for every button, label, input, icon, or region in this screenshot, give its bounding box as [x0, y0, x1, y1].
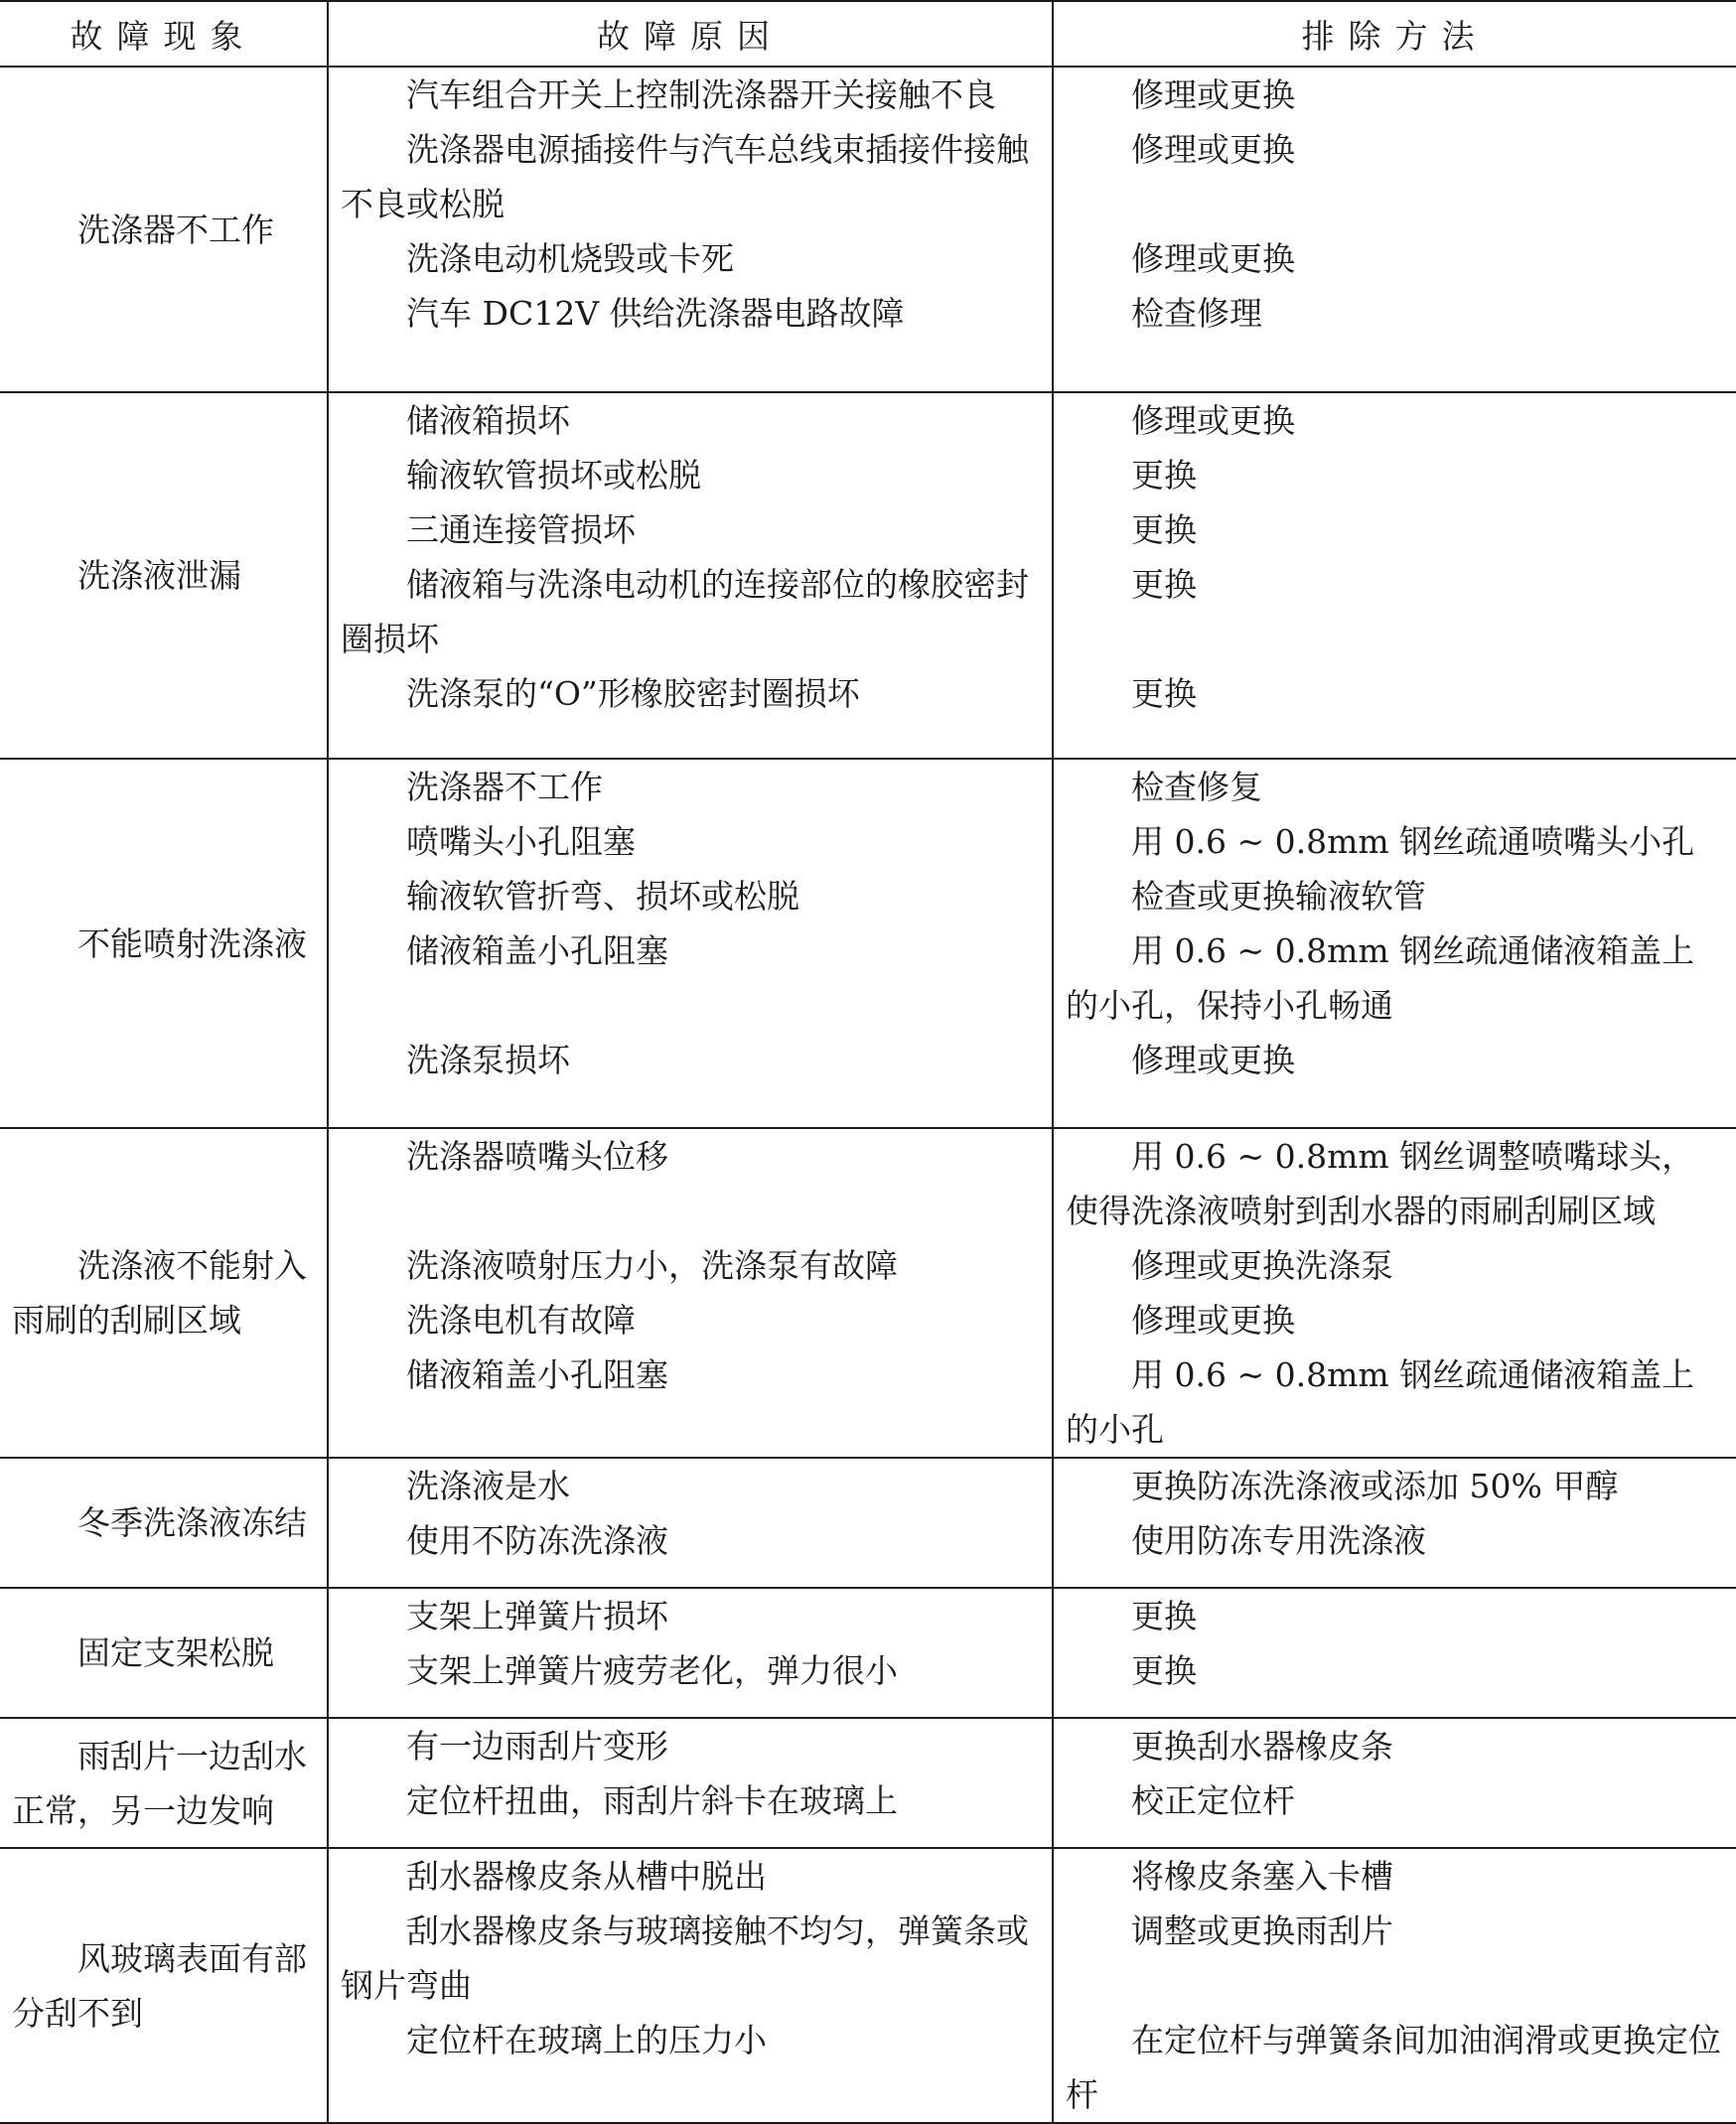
remedy-item: 检查修理 [1131, 294, 1262, 333]
remedy-item: 调整或更换雨刮片 [1131, 1912, 1393, 1950]
remedy-cell [1053, 392, 1736, 759]
cause-item: 定位杆扭曲，雨刮片斜卡在玻璃上 [406, 1781, 898, 1820]
symptom-text: 洗涤液泄漏 [77, 556, 241, 595]
remedy-cell [1053, 1128, 1736, 1458]
remedy-item [1066, 1958, 1726, 2013]
symptom-text: 洗涤器不工作 [77, 210, 274, 249]
cause-item: 汽车 DC12V 供给洗涤器电路故障 [406, 294, 905, 333]
cause-cell [328, 1848, 1053, 2123]
table-row [0, 1458, 1736, 1588]
header-remedy: 排除方法 [1053, 1, 1736, 67]
symptom-text: 固定支架松脱 [77, 1633, 274, 1672]
remedy-item: 更换 [1131, 510, 1197, 549]
table-row [0, 1588, 1736, 1718]
symptom-cell [0, 1718, 328, 1848]
cause-item: 使用不防冻洗涤液 [406, 1521, 668, 1560]
cause-cell [328, 1588, 1053, 1718]
remedy-item: 校正定位杆 [1131, 1781, 1295, 1820]
cause-cell [328, 1718, 1053, 1848]
symptom-text: 风玻璃表面有部分刮不到 [12, 1938, 307, 2033]
symptom-cell [0, 1128, 328, 1458]
symptom-text: 洗涤液不能射入雨刷的刮刷区域 [12, 1246, 307, 1340]
symptom-cell [0, 67, 328, 392]
cause-item: 有一边雨刮片变形 [406, 1727, 668, 1766]
remedy-item: 更换刮水器橡皮条 [1131, 1727, 1393, 1766]
cause-item: 洗涤器电源插接件与汽车总线束插接件接触不良或松脱 [341, 130, 1029, 223]
remedy-item: 更换 [1131, 456, 1197, 495]
cause-item: 储液箱与洗涤电动机的连接部位的橡胶密封圈损坏 [341, 565, 1029, 658]
symptom-text: 不能喷射洗涤液 [77, 923, 307, 963]
table-row [0, 1848, 1736, 2123]
remedy-cell [1053, 759, 1736, 1128]
remedy-item: 检查修复 [1131, 768, 1262, 806]
symptom-cell [0, 1458, 328, 1588]
remedy-item: 修理或更换 [1131, 75, 1295, 114]
cause-item: 洗涤电动机烧毁或卡死 [406, 239, 734, 278]
remedy-cell [1053, 67, 1736, 392]
cause-item: 汽车组合开关上控制洗涤器开关接触不良 [406, 75, 996, 114]
header-symptom: 故障现象 [0, 1, 328, 67]
remedy-cell [1053, 1458, 1736, 1588]
table-row [0, 759, 1736, 1128]
symptom-cell [0, 1848, 328, 2123]
cause-item: 洗涤器喷嘴头位移 [406, 1137, 668, 1176]
table-row [0, 392, 1736, 759]
remedy-item [1066, 177, 1726, 231]
cause-item: 刮水器橡皮条从槽中脱出 [406, 1857, 767, 1896]
remedy-item: 用 0.6 ~ 0.8mm 钢丝疏通喷嘴头小孔 [1131, 822, 1695, 861]
cause-item: 洗涤液是水 [406, 1467, 570, 1505]
cause-item: 洗涤泵的“O”形橡胶密封圈损坏 [406, 674, 860, 713]
cause-item: 输液软管损坏或松脱 [406, 456, 701, 495]
remedy-item: 检查或更换输液软管 [1131, 877, 1426, 916]
remedy-item: 更换防冻洗涤液或添加 50% 甲醇 [1131, 1467, 1619, 1505]
remedy-item: 修理或更换洗涤泵 [1131, 1246, 1393, 1285]
remedy-cell [1053, 1848, 1736, 2123]
cause-item: 定位杆在玻璃上的压力小 [406, 2021, 767, 2059]
remedy-item: 将橡皮条塞入卡槽 [1131, 1857, 1393, 1896]
symptom-cell [0, 759, 328, 1128]
remedy-item: 更换 [1131, 565, 1197, 604]
remedy-item: 在定位杆与弹簧条间加油润滑或更换定位杆 [1066, 2021, 1721, 2114]
table-row [0, 1718, 1736, 1848]
cause-item: 喷嘴头小孔阻塞 [406, 822, 636, 861]
cause-item [341, 978, 1042, 1033]
remedy-item: 用 0.6 ~ 0.8mm 钢丝疏通储液箱盖上的小孔 [1066, 1355, 1695, 1449]
table-row [0, 1128, 1736, 1458]
cause-item: 储液箱损坏 [406, 401, 570, 440]
cause-cell [328, 1458, 1053, 1588]
remedy-item: 用 0.6 ~ 0.8mm 钢丝疏通储液箱盖上的小孔，保持小孔畅通 [1066, 931, 1695, 1025]
remedy-item: 修理或更换 [1131, 1041, 1295, 1079]
cause-item: 储液箱盖小孔阻塞 [406, 931, 668, 970]
cause-item: 输液软管折弯、损坏或松脱 [406, 877, 799, 916]
cause-item: 洗涤液喷射压力小，洗涤泵有故障 [406, 1246, 898, 1285]
cause-item: 洗涤器不工作 [406, 768, 603, 806]
remedy-item: 修理或更换 [1131, 401, 1295, 440]
symptom-text: 雨刮片一边刮水正常，另一边发响 [12, 1736, 307, 1830]
cause-cell [328, 67, 1053, 392]
remedy-item: 用 0.6 ~ 0.8mm 钢丝调整喷嘴球头，使得洗涤液喷射到刮水器的雨刷刮刷区域 [1066, 1137, 1695, 1230]
cause-item: 三通连接管损坏 [406, 510, 636, 549]
cause-item: 洗涤泵损坏 [406, 1041, 570, 1079]
remedy-item: 修理或更换 [1131, 1301, 1295, 1340]
remedy-item: 使用防冻专用洗涤液 [1131, 1521, 1426, 1560]
header-cause: 故障原因 [328, 1, 1053, 67]
remedy-item: 修理或更换 [1131, 130, 1295, 169]
symptom-cell [0, 1588, 328, 1718]
cause-item: 支架上弹簧片疲劳老化，弹力很小 [406, 1651, 898, 1690]
remedy-item: 更换 [1131, 1651, 1197, 1690]
symptom-text: 冬季洗涤液冻结 [77, 1503, 307, 1542]
remedy-item: 修理或更换 [1131, 239, 1295, 278]
remedy-item [1066, 612, 1726, 666]
remedy-cell [1053, 1588, 1736, 1718]
table-header-row [0, 1, 1736, 67]
remedy-item: 更换 [1131, 674, 1197, 713]
symptom-cell [0, 392, 328, 759]
cause-item: 支架上弹簧片损坏 [406, 1597, 668, 1635]
cause-cell [328, 392, 1053, 759]
table-body [0, 67, 1736, 2123]
remedy-cell [1053, 1718, 1736, 1848]
cause-item: 储液箱盖小孔阻塞 [406, 1355, 668, 1394]
table-row [0, 67, 1736, 392]
cause-cell [328, 1128, 1053, 1458]
cause-item [341, 1184, 1042, 1238]
cause-item: 洗涤电机有故障 [406, 1301, 636, 1340]
remedy-item: 更换 [1131, 1597, 1197, 1635]
cause-item: 刮水器橡皮条与玻璃接触不均匀，弹簧条或钢片弯曲 [341, 1912, 1029, 2005]
cause-cell [328, 759, 1053, 1128]
